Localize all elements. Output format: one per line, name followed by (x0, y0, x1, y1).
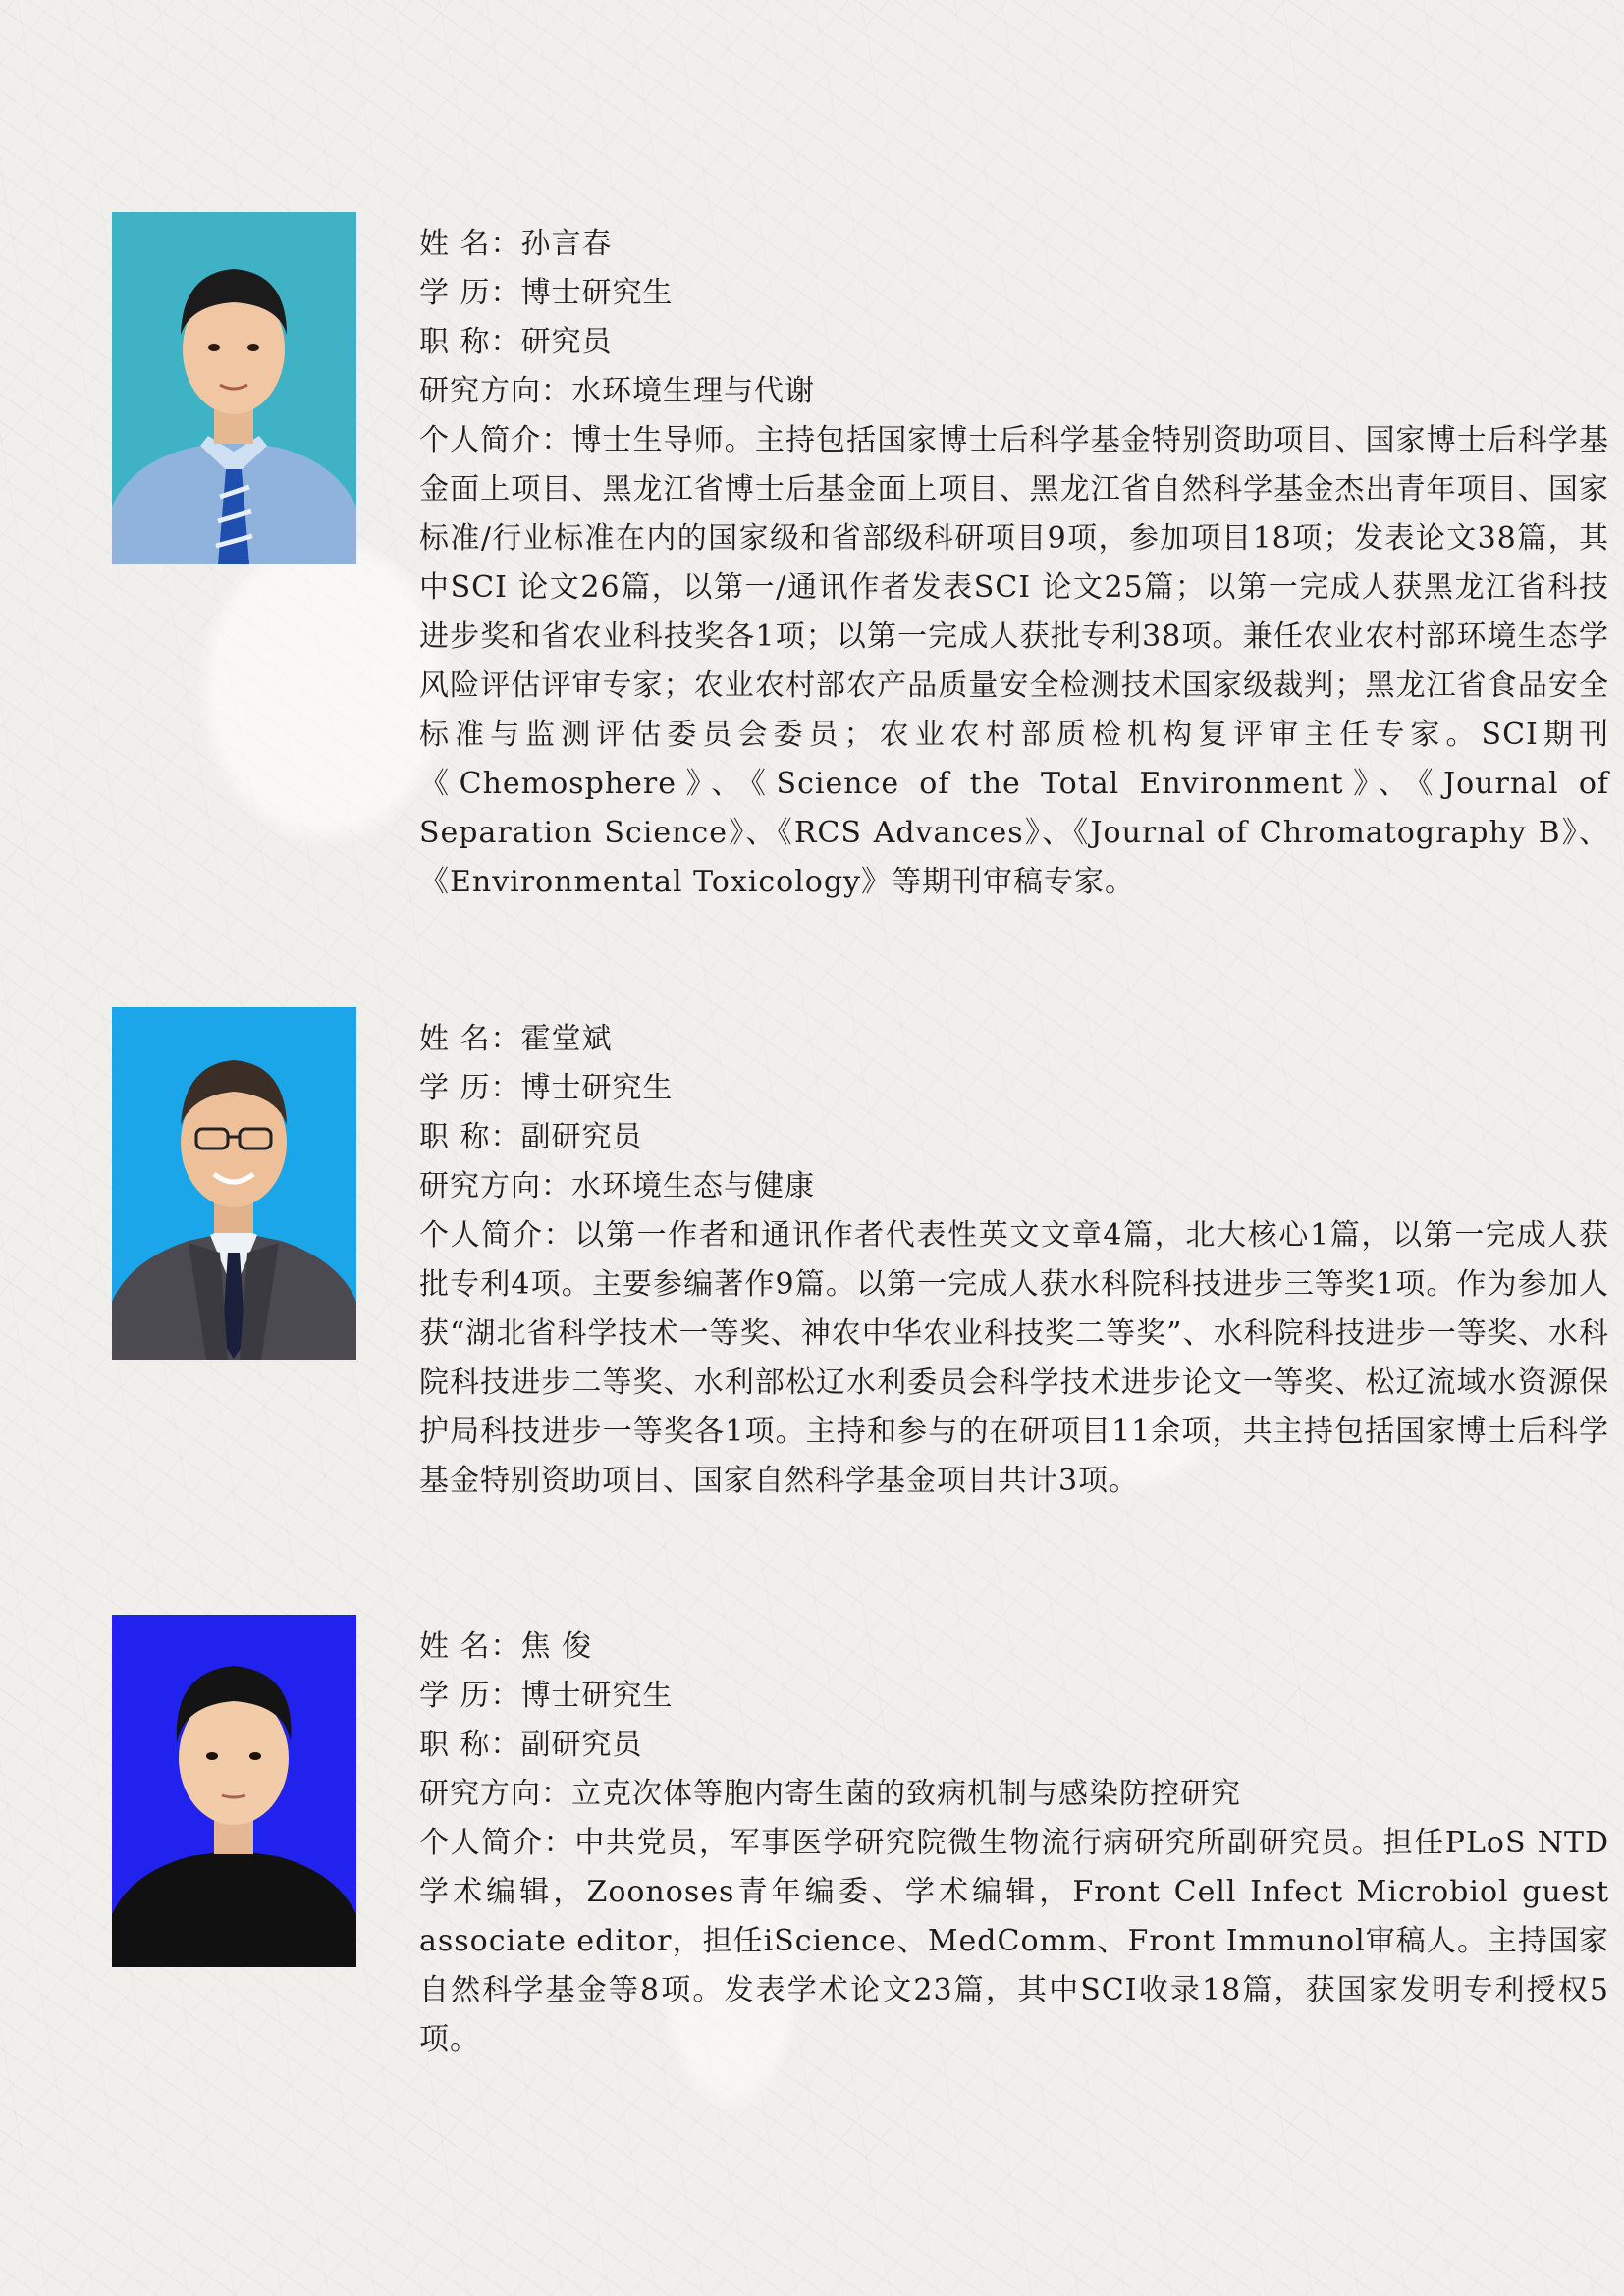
profile-info (419, 1015, 1609, 1506)
bio-label: 个人简介： (419, 1218, 575, 1253)
bio-row (419, 416, 1609, 907)
research-row (419, 1770, 1609, 1819)
name-label: 姓 名： (419, 1629, 521, 1664)
title-row (419, 1113, 1609, 1162)
research-label: 研究方向： (419, 374, 571, 408)
education-row (419, 1064, 1609, 1113)
bio-label: 个人简介： (419, 1826, 575, 1860)
title-row (419, 1721, 1609, 1770)
name-row (419, 1623, 1609, 1672)
research-row (419, 367, 1609, 416)
research-value: 水环境生理与代谢 (571, 374, 815, 408)
bio-row (419, 1211, 1609, 1506)
education-row (419, 1672, 1609, 1721)
name-label: 姓 名： (419, 227, 521, 261)
education-label: 学 历： (419, 276, 521, 310)
profile-info (419, 1623, 1609, 2064)
education-label: 学 历： (419, 1679, 521, 1713)
title-value: 副研究员 (520, 1728, 643, 1762)
title-value: 副研究员 (520, 1120, 643, 1154)
name-label: 姓 名： (419, 1022, 521, 1056)
portrait-icon (112, 1007, 356, 1360)
bio-text: 以第一作者和通讯作者代表性英文文章4篇，北大核心1篇，以第一完成人获批专利4项。主要参编著作9篇。以第一完成人获水科院科技进步三等奖1项。作为参加人获“湖北省科学技术一等奖、神农中华农业科技奖二等奖”、水科院科技进步一等奖、水科院科技进步二等奖、水利部松辽水利委员会科学技术进步论文一等奖、松辽流域水资源保护局科技进步一等奖各1项。主持和参与的在研项目11余项，共主持包括国家博士后科学基金特别资助项目、国家自然科学基金项目共计3项。 (419, 1218, 1609, 1498)
profile-info (419, 220, 1609, 907)
title-label: 职 称： (419, 1728, 521, 1762)
bio-label: 个人简介： (419, 423, 572, 457)
profile-photo (112, 1615, 356, 1967)
profile-photo (112, 212, 356, 564)
education-value: 博士研究生 (520, 1679, 674, 1713)
research-value: 水环境生态与健康 (571, 1169, 815, 1203)
education-row (419, 269, 1609, 318)
name-value: 孙言春 (520, 227, 613, 261)
name-row (419, 1015, 1609, 1064)
name-value: 焦 俊 (520, 1629, 593, 1664)
profile-photo (112, 1007, 356, 1360)
education-value: 博士研究生 (520, 1071, 674, 1105)
title-label: 职 称： (419, 325, 521, 359)
title-value: 研究员 (520, 325, 613, 359)
research-row (419, 1162, 1609, 1211)
bio-row (419, 1819, 1609, 2064)
education-label: 学 历： (419, 1071, 521, 1105)
education-value: 博士研究生 (520, 276, 674, 310)
portrait-icon (112, 1615, 356, 1967)
research-label: 研究方向： (419, 1169, 571, 1203)
bio-text: 中共党员，军事医学研究院微生物流行病研究所副研究员。担任PLoS NTD学术编辑，Zoonoses青年编委、学术编辑，Front Cell Infect Microbiol guest associate editor，担任iScience、MedComm、Front Immunol审稿人。主持国家自然科学基金等8项。发表学术论文23篇，其中SCI收录18篇，获国家发明专利授权5项。 (419, 1826, 1610, 2056)
name-row (419, 220, 1609, 269)
portrait-icon (112, 212, 356, 564)
title-label: 职 称： (419, 1120, 521, 1154)
research-label: 研究方向： (419, 1777, 571, 1811)
title-row (419, 318, 1609, 367)
name-value: 霍堂斌 (520, 1022, 613, 1056)
bio-text: 博士生导师。主持包括国家博士后科学基金特别资助项目、国家博士后科学基金面上项目、黑龙江省博士后基金面上项目、黑龙江省自然科学基金杰出青年项目、国家标准/行业标准在内的国家级和省部级科研项目9项，参加项目18项；发表论文38篇，其中SCI 论文26篇，以第一/通讯作者发表SCI 论文25篇；以第一完成人获黑龙江省科技进步奖和省农业科技奖各1项；以第一完成人获批专利38项。兼任农业农村部环境生态学风险评估评审专家；农业农村部农产品质量安全检测技术国家级裁判；黑龙江省食品安全标准与监测评估委员会委员；农业农村部质检机构复评审主任专家。SCI期刊《Chemosphere》、《Science of the Total Environment》、《Journal of Separation Science》、《RCS Advances》、《Journal of Chromatography B》、《Environmental Toxicology》等期刊审稿专家。 (419, 423, 1610, 899)
research-value: 立克次体等胞内寄生菌的致病机制与感染防控研究 (571, 1777, 1241, 1811)
